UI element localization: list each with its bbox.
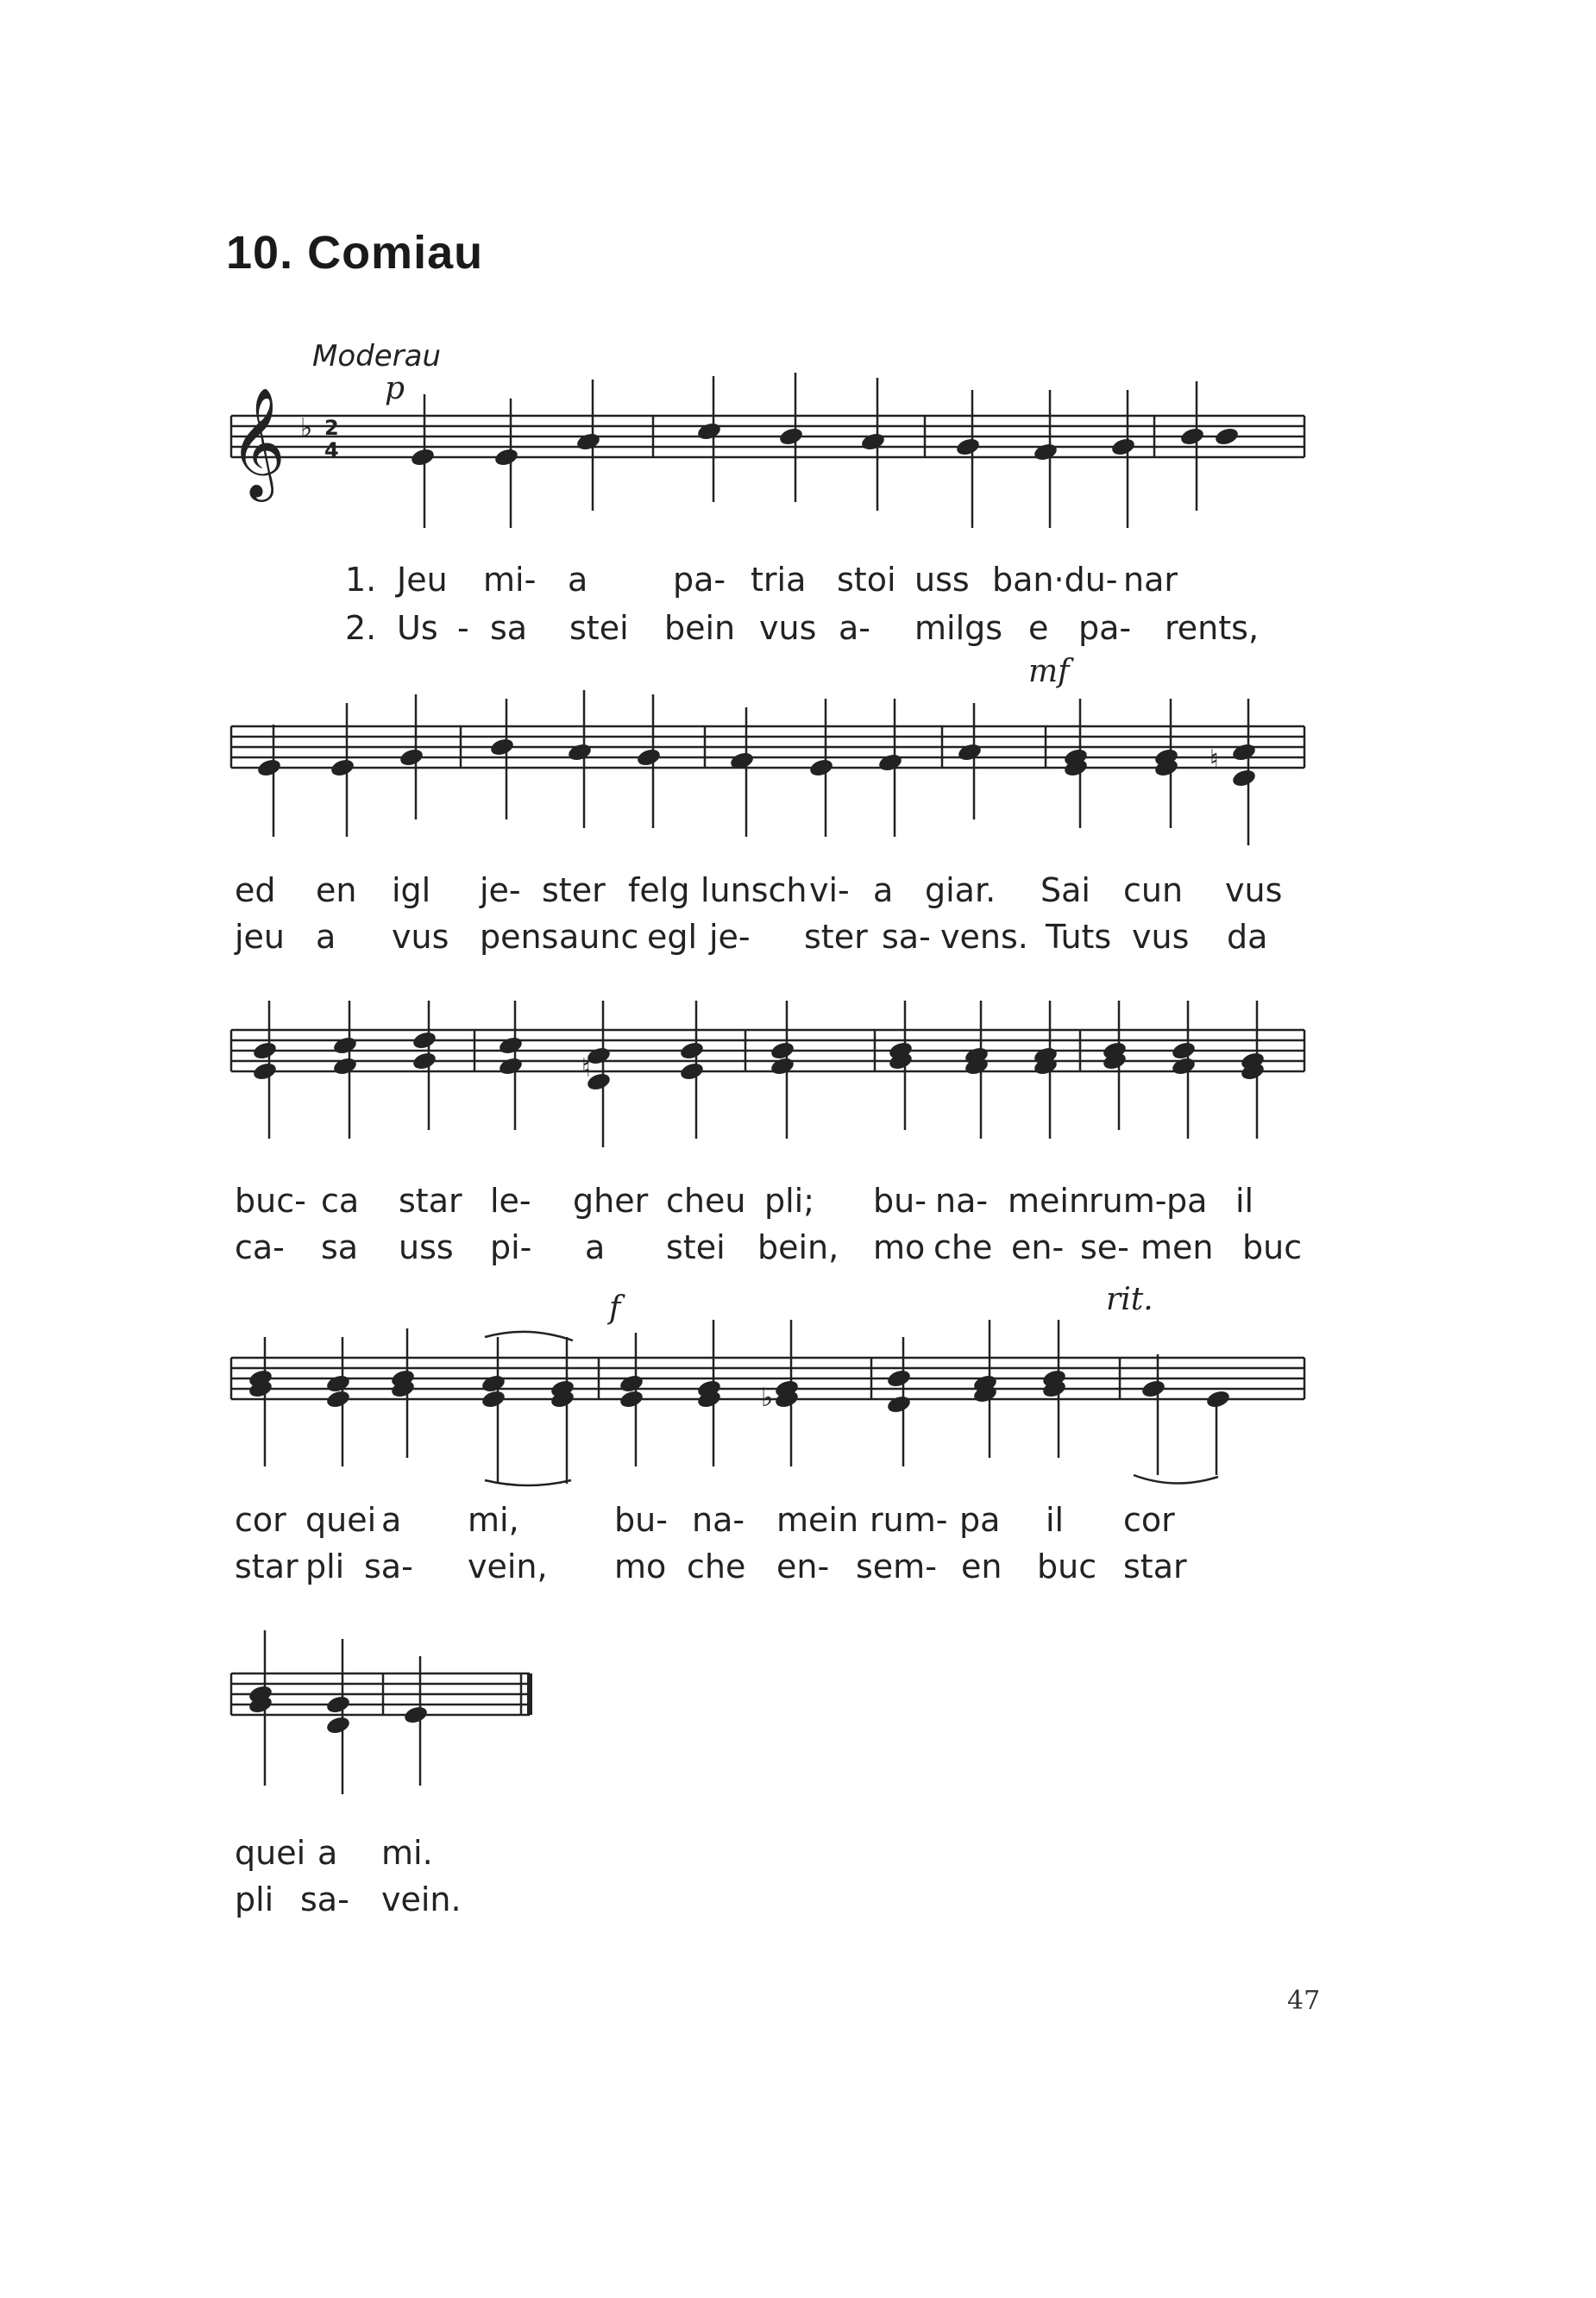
lyric-syllable: le- (490, 1182, 531, 1220)
lyric-syllable: rum- (1089, 1182, 1167, 1220)
lyric-syllable: - (457, 609, 469, 647)
lyric-syllable: rents, (1165, 609, 1260, 647)
lyric-line-s1-v1 (345, 561, 1596, 604)
lyric-syllable: se- (1080, 1228, 1129, 1266)
lyric-syllable: nar (1123, 561, 1178, 599)
lyric-syllable: 1. (345, 561, 377, 599)
lyric-syllable: a (316, 918, 336, 956)
lyric-syllable: pa- (1078, 609, 1132, 647)
lyric-line-s3-v2 (235, 1228, 1529, 1271)
lyric-syllable: il (1235, 1182, 1254, 1220)
lyric-syllable: men (1140, 1228, 1214, 1266)
lyric-syllable: pli; (764, 1182, 815, 1220)
lyric-syllable: vein. (381, 1880, 462, 1918)
lyric-syllable: a (585, 1228, 606, 1266)
lyric-syllable: 2. (345, 609, 377, 647)
song-title: 10. Comiau (226, 227, 484, 279)
lyric-syllable: ban·du- (992, 561, 1118, 599)
lyric-syllable: mi, (468, 1501, 519, 1539)
lyric-line-s4-v2 (235, 1548, 1529, 1591)
tempo-rit: rit. (1106, 1282, 1153, 1317)
lyric-syllable: pa (959, 1501, 1001, 1539)
lyric-syllable: vein, (468, 1548, 548, 1585)
natural-sign-icon: ♮ (1210, 744, 1219, 775)
lyric-syllable: mein (1008, 1182, 1090, 1220)
lyric-syllable: pa- (673, 561, 726, 599)
lyric-syllable: mo (614, 1548, 667, 1585)
dynamic-f: f (609, 1290, 621, 1326)
lyric-syllable: sa- (300, 1880, 349, 1918)
lyric-syllable: Tuts (1046, 918, 1112, 956)
lyric-syllable: quei (305, 1501, 377, 1539)
dynamic-mf: mf (1028, 654, 1070, 689)
lyric-syllable: je- (709, 918, 751, 956)
lyric-syllable: en (961, 1548, 1002, 1585)
lyric-line-s2-v2 (235, 918, 1529, 961)
lyric-syllable: mo (873, 1228, 926, 1266)
lyric-syllable: sa (321, 1228, 359, 1266)
lyric-syllable: uss (399, 1228, 454, 1266)
lyric-syllable: a (873, 871, 894, 909)
lyric-syllable: ca- (235, 1228, 285, 1266)
lyric-syllable: buc (1037, 1548, 1097, 1585)
lyric-syllable: aunc (559, 918, 639, 956)
staff-system-4 (226, 1337, 1313, 1501)
lyric-syllable: cor (1123, 1501, 1175, 1539)
natural-sign-icon: ♮ (581, 1053, 591, 1083)
lyric-syllable: sa- (882, 918, 931, 956)
lyric-syllable: mi. (381, 1834, 433, 1872)
lyric-line-s3-v1 (235, 1182, 1529, 1225)
lyric-syllable: Jeu (397, 561, 448, 599)
lyric-syllable: cor (235, 1501, 286, 1539)
lyric-syllable: buc- (235, 1182, 306, 1220)
lyric-syllable: mein (776, 1501, 859, 1539)
lyric-syllable: stei (666, 1228, 726, 1266)
lyric-syllable: uss (914, 561, 970, 599)
lyric-syllable: bu- (873, 1182, 927, 1220)
lyric-syllable: vus (1132, 918, 1190, 956)
lyric-syllable: cun (1123, 871, 1184, 909)
lyric-syllable: vi- (809, 871, 850, 909)
lyric-syllable: a (568, 561, 588, 599)
staff-system-2 (226, 716, 1313, 845)
lyric-syllable: en (316, 871, 357, 909)
lyric-syllable: star (235, 1548, 298, 1585)
lyric-syllable: a (381, 1501, 402, 1539)
lyric-syllable: da (1227, 918, 1268, 956)
lyric-syllable: che (687, 1548, 746, 1585)
lyric-syllable: felg (628, 871, 690, 909)
lyric-syllable: cheu (666, 1182, 746, 1220)
lyric-syllable: ster (542, 871, 606, 909)
lyric-syllable: sem- (856, 1548, 937, 1585)
lyric-syllable: gher (573, 1182, 649, 1220)
lyric-syllable: mi- (483, 561, 537, 599)
lyric-syllable: giar. (925, 871, 996, 909)
lyric-syllable: Us (397, 609, 438, 647)
page-number: 47 (1287, 1986, 1321, 2016)
lyric-syllable: ca (321, 1182, 360, 1220)
lyric-line-s2-v1 (235, 871, 1529, 914)
lyric-syllable: stoi (837, 561, 896, 599)
lyric-syllable: che (933, 1228, 993, 1266)
lyric-syllable: vus (392, 918, 449, 956)
staff-system-3 (226, 1018, 1313, 1147)
lyric-syllable: ster (804, 918, 868, 956)
dynamic-p: p (385, 371, 405, 406)
lyric-syllable: na- (935, 1182, 989, 1220)
lyric-syllable: lunsch (701, 871, 807, 909)
lyric-syllable: pli (235, 1880, 274, 1918)
lyric-syllable: egl (647, 918, 698, 956)
tempo-marking: Moderau (312, 339, 441, 374)
staff-system-1 (226, 386, 1313, 537)
lyric-syllable: sa- (364, 1548, 413, 1585)
lyric-syllable: il (1046, 1501, 1065, 1539)
lyric-line-s4-v1 (235, 1501, 1529, 1544)
lyric-syllable: igl (392, 871, 431, 909)
staff-system-5 (226, 1656, 554, 1803)
lyric-syllable: pens (480, 918, 559, 956)
flat-sign-icon: ♭ (761, 1383, 774, 1413)
lyric-syllable: en- (776, 1548, 830, 1585)
lyric-syllable: stei (569, 609, 629, 647)
lyric-syllable: pa (1166, 1182, 1208, 1220)
treble-clef-icon: 𝄞 (229, 386, 286, 497)
lyric-line-s5-v2 (235, 1880, 1529, 1924)
lyric-syllable: milgs (914, 609, 1003, 647)
lyric-syllable: tria (751, 561, 807, 599)
lyric-syllable: pi- (490, 1228, 532, 1266)
lyric-syllable: a (317, 1834, 338, 1872)
lyric-syllable: sa (490, 609, 528, 647)
lyric-syllable: vus (1225, 871, 1283, 909)
lyric-syllable: a- (839, 609, 870, 647)
lyric-syllable: vens. (940, 918, 1028, 956)
lyric-syllable: e (1028, 609, 1049, 647)
lyric-syllable: vus (759, 609, 817, 647)
lyric-syllable: ed (235, 871, 276, 909)
lyric-syllable: je- (480, 871, 521, 909)
lyric-syllable: buc (1242, 1228, 1303, 1266)
lyric-syllable: rum- (870, 1501, 948, 1539)
time-sig-top: 2 (324, 416, 339, 440)
lyric-syllable: na- (692, 1501, 745, 1539)
lyric-syllable: jeu (235, 918, 286, 956)
lyric-syllable: bein, (757, 1228, 839, 1266)
lyric-syllable: bein (664, 609, 736, 647)
lyric-syllable: bu- (614, 1501, 668, 1539)
lyric-line-s1-v2 (345, 609, 1596, 652)
lyric-syllable: en- (1011, 1228, 1065, 1266)
lyric-syllable: Sai (1040, 871, 1090, 909)
lyric-syllable: star (1123, 1548, 1187, 1585)
lyric-syllable: quei (235, 1834, 306, 1872)
time-sig-bottom: 4 (324, 438, 339, 462)
lyric-syllable: star (399, 1182, 462, 1220)
flat-sign-icon: ♭ (300, 413, 313, 443)
lyric-line-s5-v1 (235, 1834, 1529, 1877)
lyric-syllable: pli (305, 1548, 345, 1585)
